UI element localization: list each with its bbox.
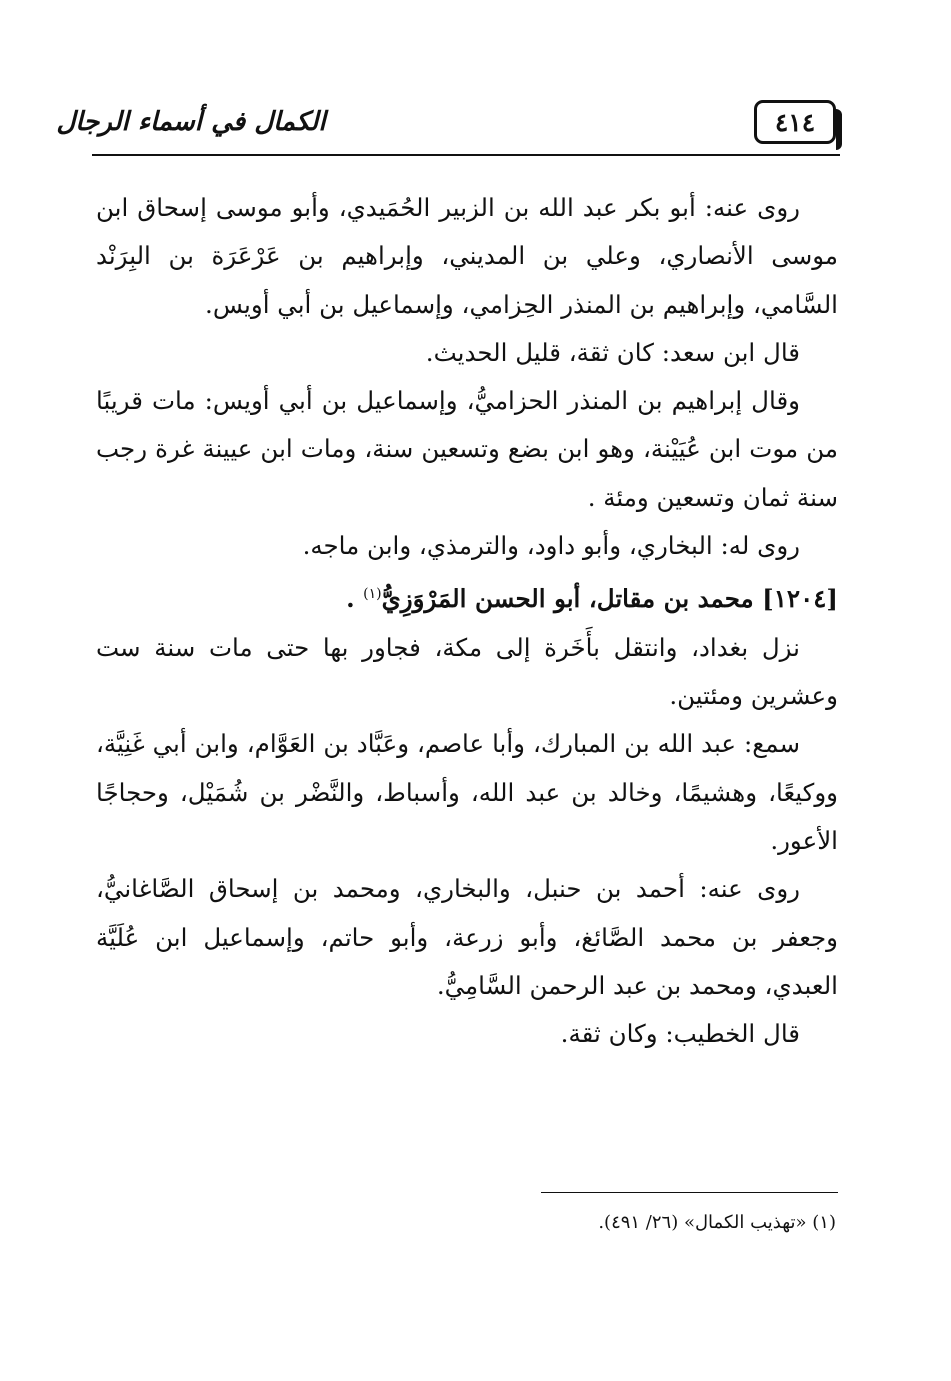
footnote-rule: [541, 1192, 838, 1193]
text-body: [96, 184, 838, 1059]
paragraph-death-note: وقال إبراهيم بن المنذر الحزاميُّ، وإسماعيل بن أبي أويس: مات قريبًا من موت ابن عُيَيْنة، وهو ابن بضع وتسعين سنة، ومات ابن عيينة غرة رجب سنة ثمان وتسعين ومئة .: [96, 386, 838, 512]
running-title: الكمال في أسماء الرجال: [56, 107, 326, 137]
header-rule: [92, 154, 840, 156]
paragraph-al-khatib: قال الخطيب: وكان ثقة.: [560, 1019, 800, 1049]
entry-heading-tail: .: [346, 584, 364, 614]
page-header: [56, 96, 840, 158]
paragraph-students: روى عنه: أحمد بن حنبل، والبخاري، ومحمد بن إسحاق الصَّاغانيُّ، وجعفر بن محمد الصَّائغ، وأبو زرعة، وأبو حاتم، وإسماعيل ابن عُلَيَّة العبدي، ومحمد بن عبد الرحمن السَّامِيُّ.: [96, 874, 838, 1000]
paragraph-heard-from: سمع: عبد الله بن المبارك، وأبا عاصم، وعَبَّاد بن العَوَّام، وابن أبي غَنِيَّة، ووكيعًا، وهشيمًا، وخالد بن عبد الله، وأسباط، والنَّضْر بن شُمَيْل، وحجاجًا الأعور.: [96, 729, 838, 856]
paragraph-narrators-from: روى عنه: أبو بكر عبد الله بن الزبير الحُمَيدي، وأبو موسى إسحاق ابن موسى الأنصاري، وعلي بن المديني، وإبراهيم بن عَرْعَرَة بن البِرَنْد السَّامي، وإبراهيم بن المنذر الحِزامي، وإسماعيل بن أبي أويس.: [96, 193, 838, 319]
paragraph-residence: نزل بغداد، وانتقل بأَخَرة إلى مكة، فجاور بها حتى مات سنة ست وعشرين ومئتين.: [96, 632, 838, 711]
entry-heading-text: [١٢٠٤] محمد بن مقاتل، أبو الحسن المَرْوَزِيُّ: [381, 584, 838, 614]
paragraph-narrated-by: روى له: البخاري، وأبو داود، والترمذي، وابن ماجه.: [302, 531, 800, 561]
footnote: (١) «تهذيب الكمال» (٢٦/ ٤٩١).: [598, 1212, 836, 1233]
page-number: ٤١٤: [754, 100, 836, 144]
entry-heading: [96, 570, 838, 623]
footnote-marker[interactable]: (١): [363, 586, 382, 603]
paragraph-ibn-saad: قال ابن سعد: كان ثقة، قليل الحديث.: [425, 337, 800, 367]
